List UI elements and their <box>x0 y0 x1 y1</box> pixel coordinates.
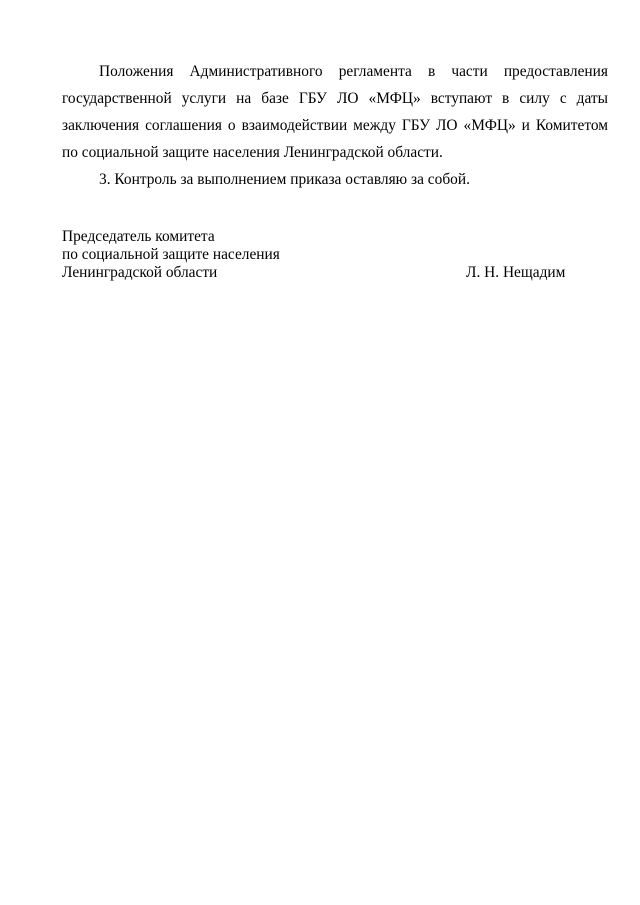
signature-last-row <box>62 264 608 282</box>
paragraph-control-clause: 3. Контроль за выполнением приказа оставляю за собой. <box>99 171 470 188</box>
signatory-title-line-2: по социальной защите населения <box>62 246 280 263</box>
document-body <box>62 58 608 193</box>
signatory-title-line-3: Ленинградской области <box>62 264 218 281</box>
signatory-name: Л. Н. Нещадим <box>466 264 566 281</box>
paragraph-regulation-entry-into-force: Положения Административного регламента в части предоставления государственной услуги на базе ГБУ ЛО «МФЦ» вступают в силу с даты заключения соглашения о взаимодействии между ГБУ ЛО «МФЦ» и Комитетом по социальной защите населения Ленинградской области. <box>62 63 608 161</box>
signature-block <box>62 228 608 282</box>
signatory-title-line-1: Председатель комитета <box>62 228 215 245</box>
